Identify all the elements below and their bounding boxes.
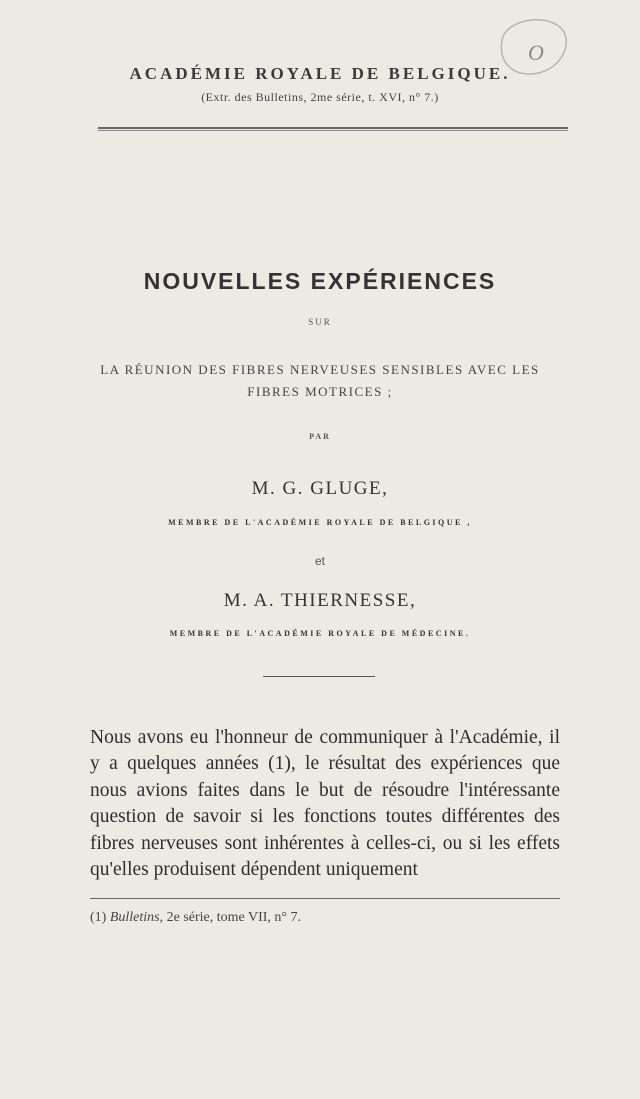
author-2-role: MEMBRE DE L'ACADÉMIE ROYALE DE MÉDECINE. [169,629,471,638]
subtitle-line-2: FIBRES MOTRICES ; [247,384,393,399]
author-2-name: M. A. THIERNESSE, [223,590,417,611]
body-paragraph: Nous avons eu l'honneur de communiquer à l'Académie, il y a quelques années (1), le résultat des expériences que nous avions faites dans le but de résoudre l'intéressante question de savoir si les fonctions toutes différentes des fibres nerveuses sont inhérentes à celles-ci, ou si les effets qu'elles produisent dépendent uniquement [90,727,560,881]
academy-header: ACADÉMIE ROYALE DE BELGIQUE. [129,64,511,83]
author-1-role: MEMBRE DE L'ACADÉMIE ROYALE DE BELGIQUE , [168,518,472,527]
title-sur: SUR [308,317,332,327]
author-conjunction: et [314,554,325,568]
title-par: PAR [309,432,331,441]
footnote [90,910,301,926]
section-divider [263,676,375,677]
footnote-rest: , 2e série, tome VII, n° 7. [159,910,302,925]
author-1-name: M. G. GLUGE, [251,478,389,499]
extract-note: (Extr. des Bulletins, 2me série, t. XVI, n° 7.) [201,90,439,104]
stamp-letter: O [528,40,544,65]
subtitle-line-1: LA RÉUNION DES FIBRES NERVEUSES SENSIBLES AVEC LES [100,362,540,377]
header-rule [98,127,568,131]
main-title: NOUVELLES EXPÉRIENCES [143,268,497,294]
footnote-title: Bulletins [109,910,160,925]
footnote-rule [90,898,560,899]
footnote-marker: (1) [90,910,107,925]
